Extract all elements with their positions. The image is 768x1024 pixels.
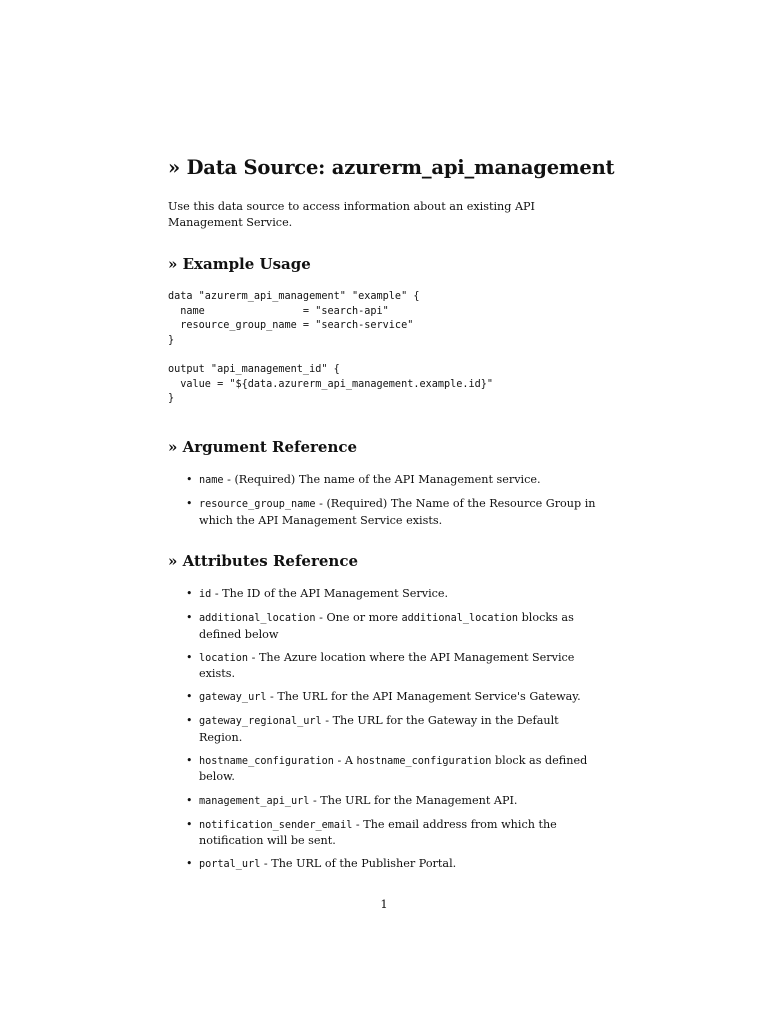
list-item xyxy=(168,856,600,873)
bullet: • xyxy=(186,714,193,728)
bullet: • xyxy=(186,497,193,511)
list-item xyxy=(168,472,600,489)
argument-name: resource_group_name xyxy=(199,499,316,511)
list-item xyxy=(168,793,600,810)
attribute-name: id xyxy=(199,589,212,600)
attribute-description: - The Azure location where the API Management Service exists. xyxy=(199,650,575,681)
attribute-description: - The URL of the Publisher Portal. xyxy=(260,857,457,871)
bullet: • xyxy=(186,753,193,767)
attribute-name: management_api_url xyxy=(199,795,310,807)
bullet: • xyxy=(186,473,193,486)
page-title: » Data Source: azurerm_api_management xyxy=(168,156,615,179)
attribute-name: portal_url xyxy=(199,859,261,871)
argument-name: name xyxy=(199,475,224,486)
attribute-description: blocks as defined below xyxy=(199,611,574,641)
attribute-inline-code: additional_location xyxy=(401,613,519,625)
bullet: • xyxy=(186,857,193,871)
example-code-block: data "azurerm_api_management" "example" { name = "search-api" resource_group_name = "search-service" } output "api_management_id" { value = "${data.azurerm_api_management.example.id}" } xyxy=(168,291,494,405)
attribute-inline-code: hostname_configuration xyxy=(356,755,492,767)
intro-paragraph: Use this data source to access information about an existing API Management Service. xyxy=(168,200,535,229)
attribute-description: - The email address from which the notification will be sent. xyxy=(199,817,557,848)
list-item xyxy=(168,713,600,745)
argument-description: - (Required) The name of the API Management service. xyxy=(223,473,541,486)
attribute-description: - The URL for the Management API. xyxy=(309,793,518,807)
bullet: • xyxy=(186,817,193,831)
attribute-name: notification_sender_email xyxy=(199,819,353,831)
attribute-name: gateway_regional_url xyxy=(199,716,322,728)
attributes-reference-heading: » Attributes Reference xyxy=(168,552,358,570)
bullet: • xyxy=(186,690,193,704)
list-item xyxy=(168,817,600,849)
argument-reference-heading: » Argument Reference xyxy=(168,438,358,456)
list-item xyxy=(168,753,600,785)
list-item xyxy=(168,689,600,706)
list-item xyxy=(168,496,600,528)
list-item xyxy=(168,586,600,603)
bullet: • xyxy=(186,793,193,807)
list-item xyxy=(168,650,600,682)
argument-description: - (Required) The Name of the Resource Group in which the API Management Service exists. xyxy=(199,497,596,527)
bullet: • xyxy=(186,611,193,625)
attribute-description: - One or more xyxy=(315,611,402,625)
attribute-list xyxy=(168,586,600,880)
attribute-name: hostname_configuration xyxy=(199,755,334,767)
attribute-description: block as defined below. xyxy=(199,753,588,784)
attribute-description: - A xyxy=(333,753,357,767)
attribute-description: - The URL for the API Management Service's Gateway. xyxy=(266,690,581,704)
bullet: • xyxy=(186,587,193,600)
list-item xyxy=(168,610,600,642)
attribute-description: - The URL for the Gateway in the Default Region. xyxy=(199,714,559,744)
page-number: 1 xyxy=(380,897,388,911)
example-usage-heading: » Example Usage xyxy=(168,255,311,273)
attribute-name: gateway_url xyxy=(199,692,267,704)
argument-list xyxy=(168,472,600,536)
attribute-name: additional_location xyxy=(199,613,316,625)
attribute-name: location xyxy=(199,652,249,664)
attribute-description: - The ID of the API Management Service. xyxy=(211,587,449,600)
bullet: • xyxy=(186,650,193,664)
